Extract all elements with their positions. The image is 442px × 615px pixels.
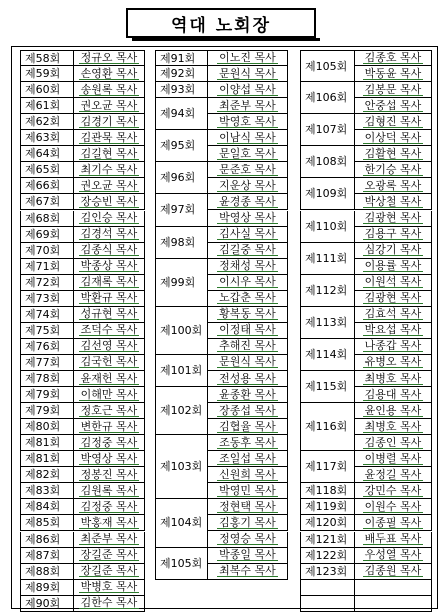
term-label: 제113회 bbox=[300, 307, 355, 339]
table-column-1 bbox=[12, 47, 153, 608]
president-name-text: 김광현 목사 bbox=[364, 291, 422, 305]
president-name bbox=[355, 483, 432, 499]
president-name bbox=[355, 596, 432, 612]
president-name bbox=[74, 371, 145, 387]
term-label: 제101회 bbox=[155, 355, 208, 387]
president-name bbox=[208, 307, 288, 323]
president-name bbox=[74, 403, 145, 419]
president-name-text: 나종갑 목사 bbox=[364, 339, 422, 353]
president-name bbox=[74, 178, 145, 194]
president-name-text: 안중섭 목사 bbox=[364, 98, 422, 112]
term-label bbox=[300, 580, 355, 596]
president-name-text: 김사실 목사 bbox=[219, 227, 276, 241]
president-name bbox=[355, 564, 432, 580]
president-name-text: 김형진 목사 bbox=[364, 114, 422, 128]
term-label: 제66회 bbox=[20, 178, 74, 194]
president-name-text: 우성열 목사 bbox=[364, 548, 422, 562]
term-label: 제99회 bbox=[155, 259, 208, 307]
term-label: 제88회 bbox=[20, 564, 74, 580]
president-name-text: 장길준 목사 bbox=[80, 548, 138, 562]
president-name bbox=[74, 194, 145, 210]
president-name bbox=[355, 467, 432, 483]
president-name-text: 이정태 목사 bbox=[219, 323, 276, 337]
president-name bbox=[208, 435, 288, 451]
president-name bbox=[355, 243, 432, 259]
term-label: 제116회 bbox=[300, 403, 355, 451]
term-label: 제69회 bbox=[20, 227, 74, 243]
president-name bbox=[74, 580, 145, 596]
president-name-text: 박병호 목사 bbox=[80, 580, 138, 594]
term-label: 제89회 bbox=[20, 580, 74, 596]
president-name bbox=[355, 146, 432, 162]
term-label bbox=[300, 596, 355, 612]
term-label: 제70회 bbox=[20, 243, 74, 259]
president-name bbox=[208, 419, 288, 435]
president-name bbox=[355, 339, 432, 355]
president-name bbox=[74, 130, 145, 146]
president-name-text: 최준부 목사 bbox=[80, 532, 138, 546]
president-name-text: 최병호 목사 bbox=[364, 371, 422, 385]
president-name-text: 전성용 목사 bbox=[219, 371, 276, 385]
president-name bbox=[74, 515, 145, 531]
president-name-text: 노갑춘 목사 bbox=[219, 291, 276, 305]
president-name-text: 최준부 목사 bbox=[219, 98, 276, 112]
president-name bbox=[208, 98, 288, 114]
term-label: 제114회 bbox=[300, 339, 355, 371]
president-name-text: 심강기 목사 bbox=[364, 243, 422, 257]
president-name-text: 이남식 목사 bbox=[219, 130, 276, 144]
president-name bbox=[208, 146, 288, 162]
president-name-text: 지운상 목사 bbox=[219, 178, 276, 192]
president-name bbox=[355, 323, 432, 339]
president-name bbox=[208, 259, 288, 275]
president-name-text: 한기승 목사 bbox=[364, 162, 422, 176]
president-name bbox=[355, 227, 432, 243]
president-name-text: 이병렬 목사 bbox=[364, 451, 422, 465]
president-name-text: 권오균 목사 bbox=[80, 98, 138, 112]
president-name-text: 박영상 목사 bbox=[80, 451, 138, 465]
president-name-text: 박영민 목사 bbox=[219, 483, 276, 497]
president-name bbox=[208, 243, 288, 259]
president-name bbox=[208, 483, 288, 499]
president-name bbox=[74, 243, 145, 259]
term-label: 제93회 bbox=[155, 82, 208, 98]
term-label: 제68회 bbox=[20, 211, 74, 227]
term-label: 제86회 bbox=[20, 532, 74, 548]
president-name bbox=[74, 259, 145, 275]
president-name-text: 윤종환 목사 bbox=[219, 387, 276, 401]
president-name bbox=[355, 82, 432, 98]
term-label: 제61회 bbox=[20, 98, 74, 114]
president-name bbox=[74, 355, 145, 371]
term-label: 제98회 bbox=[155, 227, 208, 259]
term-label: 제60회 bbox=[20, 82, 74, 98]
president-name-text: 박홍재 목사 bbox=[80, 515, 138, 529]
president-name-text: 정영승 목사 bbox=[219, 532, 276, 546]
term-label: 제105회 bbox=[300, 50, 355, 82]
president-name-text: 배두표 목사 bbox=[364, 532, 422, 546]
president-name bbox=[355, 307, 432, 323]
president-name bbox=[74, 564, 145, 580]
term-label: 제110회 bbox=[300, 211, 355, 243]
president-name-text: 조동후 목사 bbox=[219, 435, 276, 449]
president-name-text: 김길중 목사 bbox=[219, 243, 276, 257]
president-name bbox=[208, 114, 288, 130]
president-name bbox=[355, 162, 432, 178]
president-name bbox=[208, 227, 288, 243]
president-name-text: 이시우 목사 bbox=[219, 275, 276, 289]
president-name-text: 추해진 목사 bbox=[219, 339, 276, 353]
table-column-2 bbox=[153, 47, 296, 608]
president-name bbox=[355, 98, 432, 114]
president-name-text: 윤인용 목사 bbox=[364, 403, 422, 417]
president-name-text: 김종호 목사 bbox=[364, 51, 422, 65]
term-label: 제76회 bbox=[20, 339, 74, 355]
president-name bbox=[74, 323, 145, 339]
president-name-text: 강민수 목사 bbox=[364, 483, 422, 497]
president-name-text: 조덕수 목사 bbox=[80, 323, 138, 337]
president-name-text: 김관묵 목사 bbox=[80, 130, 138, 144]
president-name-text: 김선영 목사 bbox=[80, 339, 138, 353]
term-label: 제77회 bbox=[20, 355, 74, 371]
term-label: 제75회 bbox=[20, 323, 74, 339]
term-label: 제96회 bbox=[155, 162, 208, 194]
president-name-text: 문원식 목사 bbox=[219, 66, 276, 80]
president-name-text: 박종일 목사 bbox=[219, 548, 276, 562]
table-column-3 bbox=[296, 47, 438, 608]
president-name bbox=[208, 355, 288, 371]
term-label: 제81회 bbox=[20, 435, 74, 451]
president-name bbox=[74, 98, 145, 114]
term-label: 제104회 bbox=[155, 499, 208, 547]
president-name bbox=[355, 355, 432, 371]
term-label: 제79회 bbox=[20, 403, 74, 419]
term-label: 제109회 bbox=[300, 178, 355, 210]
president-name bbox=[355, 387, 432, 403]
president-name bbox=[208, 178, 288, 194]
president-name-text: 장종섭 목사 bbox=[219, 403, 276, 417]
president-name bbox=[74, 66, 145, 82]
president-name bbox=[208, 532, 288, 548]
term-label: 제87회 bbox=[20, 548, 74, 564]
president-name bbox=[208, 130, 288, 146]
president-name bbox=[74, 211, 145, 227]
president-name bbox=[74, 114, 145, 130]
president-name-text: 문준호 목사 bbox=[219, 162, 276, 176]
president-name bbox=[355, 178, 432, 194]
president-name bbox=[74, 307, 145, 323]
term-label: 제58회 bbox=[20, 50, 74, 66]
president-name-text: 윤경종 목사 bbox=[219, 194, 276, 208]
president-name-text: 박영상 목사 bbox=[219, 211, 276, 225]
president-name bbox=[208, 194, 288, 210]
president-name bbox=[74, 483, 145, 499]
president-name bbox=[74, 435, 145, 451]
president-name-text: 정봉진 목사 bbox=[80, 467, 138, 481]
president-name bbox=[74, 227, 145, 243]
president-name-text: 장승빈 목사 bbox=[80, 194, 138, 208]
president-name bbox=[208, 211, 288, 227]
term-label: 제80회 bbox=[20, 419, 74, 435]
president-name-text: 송원록 목사 bbox=[80, 82, 138, 96]
president-name-text: 신원희 목사 bbox=[219, 467, 276, 481]
president-name-text: 김광현 목사 bbox=[364, 211, 422, 225]
president-name bbox=[74, 387, 145, 403]
president-name-text: 김길현 목사 bbox=[80, 146, 138, 160]
president-name bbox=[355, 451, 432, 467]
president-name bbox=[74, 467, 145, 483]
president-name-text: 이원석 목사 bbox=[364, 275, 422, 289]
president-name bbox=[355, 275, 432, 291]
president-name-text: 김봉문 목사 bbox=[364, 82, 422, 96]
president-name bbox=[208, 82, 288, 98]
president-name-text: 이종필 목사 bbox=[364, 515, 422, 529]
term-label: 제65회 bbox=[20, 162, 74, 178]
president-name-text: 박환규 목사 bbox=[80, 291, 138, 305]
president-name bbox=[355, 419, 432, 435]
president-name-text: 황복동 목사 bbox=[219, 307, 276, 321]
term-label: 제103회 bbox=[155, 435, 208, 499]
president-name-text: 조일섭 목사 bbox=[219, 451, 276, 465]
president-name-text: 박종상 목사 bbox=[80, 259, 138, 273]
president-name bbox=[355, 515, 432, 531]
president-name-text: 오광록 목사 bbox=[364, 178, 422, 192]
president-name bbox=[74, 499, 145, 515]
president-name bbox=[208, 291, 288, 307]
term-label: 제73회 bbox=[20, 291, 74, 307]
term-label: 제106회 bbox=[300, 82, 355, 114]
president-name bbox=[74, 82, 145, 98]
president-name-text: 변한규 목사 bbox=[80, 419, 138, 433]
president-name-text: 최복수 목사 bbox=[219, 564, 276, 578]
president-name bbox=[74, 275, 145, 291]
term-label: 제94회 bbox=[155, 98, 208, 130]
president-name-text: 김홍기 목사 bbox=[219, 515, 276, 529]
president-name bbox=[355, 194, 432, 210]
president-name bbox=[74, 162, 145, 178]
president-name bbox=[208, 323, 288, 339]
term-label: 제107회 bbox=[300, 114, 355, 146]
president-name-text: 김종식 목사 bbox=[80, 243, 138, 257]
president-name-text: 정채성 목사 bbox=[219, 259, 276, 273]
president-name-text: 이양섭 목사 bbox=[219, 82, 276, 96]
president-name bbox=[208, 515, 288, 531]
term-label: 제122회 bbox=[300, 548, 355, 564]
term-label: 제72회 bbox=[20, 275, 74, 291]
president-name bbox=[355, 548, 432, 564]
president-name bbox=[355, 114, 432, 130]
president-name bbox=[355, 291, 432, 307]
president-name bbox=[355, 371, 432, 387]
president-name-text: 김효석 목사 bbox=[364, 307, 422, 321]
president-name bbox=[355, 580, 432, 596]
president-name bbox=[208, 564, 288, 580]
president-name bbox=[355, 435, 432, 451]
term-label: 제108회 bbox=[300, 146, 355, 178]
term-label: 제63회 bbox=[20, 130, 74, 146]
term-label: 제97회 bbox=[155, 194, 208, 226]
president-name bbox=[355, 50, 432, 66]
term-label: 제83회 bbox=[20, 483, 74, 499]
president-name bbox=[208, 451, 288, 467]
page-title: 역대 노회장 bbox=[126, 8, 316, 38]
term-label: 제121회 bbox=[300, 532, 355, 548]
president-name-text: 김협율 목사 bbox=[219, 419, 276, 433]
president-name bbox=[74, 548, 145, 564]
president-name-text: 박동윤 목사 bbox=[364, 66, 422, 80]
term-label: 제100회 bbox=[155, 307, 208, 355]
president-name-text: 김종원 목사 bbox=[364, 564, 422, 578]
term-label: 제64회 bbox=[20, 146, 74, 162]
president-name-text: 김재록 목사 bbox=[80, 275, 138, 289]
term-label: 제92회 bbox=[155, 66, 208, 82]
president-name-text: 권오균 목사 bbox=[80, 178, 138, 192]
president-name-text: 장길준 목사 bbox=[80, 564, 138, 578]
president-name bbox=[355, 130, 432, 146]
term-label: 제120회 bbox=[300, 515, 355, 531]
president-name-text: 김한수 목사 bbox=[80, 596, 138, 610]
president-name bbox=[355, 66, 432, 82]
president-name-text: 김정중 목사 bbox=[80, 435, 138, 449]
term-label: 제79회 bbox=[20, 387, 74, 403]
president-name-text: 김경석 목사 bbox=[80, 227, 138, 241]
president-name-text: 박영호 목사 bbox=[219, 114, 276, 128]
president-table bbox=[11, 46, 438, 609]
president-name bbox=[208, 275, 288, 291]
president-name-text: 윤재헌 목사 bbox=[80, 371, 138, 385]
president-name-text: 최기수 목사 bbox=[80, 162, 138, 176]
president-name bbox=[208, 499, 288, 515]
president-name bbox=[74, 596, 145, 612]
term-label: 제90회 bbox=[20, 596, 74, 612]
president-name bbox=[74, 146, 145, 162]
president-name bbox=[208, 339, 288, 355]
president-name-text: 이노진 목사 bbox=[219, 51, 276, 65]
president-name-text: 박요섭 목사 bbox=[364, 323, 422, 337]
term-label: 제111회 bbox=[300, 243, 355, 275]
president-name bbox=[355, 259, 432, 275]
term-label: 제82회 bbox=[20, 467, 74, 483]
president-name-text: 이상덕 목사 bbox=[364, 130, 422, 144]
president-name bbox=[208, 467, 288, 483]
president-name bbox=[208, 548, 288, 564]
term-label: 제78회 bbox=[20, 371, 74, 387]
president-name-text: 김경기 목사 bbox=[80, 114, 138, 128]
president-name-text: 정현택 목사 bbox=[219, 499, 276, 513]
term-label: 제71회 bbox=[20, 259, 74, 275]
president-name bbox=[208, 371, 288, 387]
president-name-text: 유병오 목사 bbox=[364, 355, 422, 369]
president-name-text: 문일호 목사 bbox=[219, 146, 276, 160]
president-name-text: 이용률 목사 bbox=[364, 259, 422, 273]
president-name bbox=[74, 532, 145, 548]
president-name-text: 김원록 목사 bbox=[80, 483, 138, 497]
president-name-text: 김용대 목사 bbox=[364, 387, 422, 401]
president-name bbox=[208, 66, 288, 82]
term-label: 제95회 bbox=[155, 130, 208, 162]
term-label: 제84회 bbox=[20, 499, 74, 515]
president-name bbox=[74, 339, 145, 355]
term-label: 제102회 bbox=[155, 387, 208, 435]
president-name-text: 최병호 목사 bbox=[364, 419, 422, 433]
president-name bbox=[74, 50, 145, 66]
term-label: 제117회 bbox=[300, 451, 355, 483]
president-name-text: 손영환 목사 bbox=[80, 66, 138, 80]
president-name-text: 김용구 목사 bbox=[364, 227, 422, 241]
president-name-text: 김종인 목사 bbox=[364, 435, 422, 449]
president-name-text: 성규현 목사 bbox=[80, 307, 138, 321]
term-label: 제62회 bbox=[20, 114, 74, 130]
president-name bbox=[208, 387, 288, 403]
president-name-text: 김정중 목사 bbox=[80, 499, 138, 513]
term-label: 제119회 bbox=[300, 499, 355, 515]
president-name bbox=[208, 403, 288, 419]
term-label: 제115회 bbox=[300, 371, 355, 403]
president-name bbox=[355, 211, 432, 227]
president-name bbox=[355, 532, 432, 548]
term-label: 제81회 bbox=[20, 451, 74, 467]
president-name-text: 윤정길 목사 bbox=[364, 467, 422, 481]
president-name bbox=[355, 403, 432, 419]
term-label: 제67회 bbox=[20, 194, 74, 210]
president-name-text: 김활현 목사 bbox=[364, 146, 422, 160]
term-label: 제123회 bbox=[300, 564, 355, 580]
president-name-text: 이원수 목사 bbox=[364, 499, 422, 513]
president-name-text: 정호근 목사 bbox=[80, 403, 138, 417]
president-name-text: 박상철 목사 bbox=[364, 194, 422, 208]
president-name-text: 이해만 목사 bbox=[80, 387, 138, 401]
term-label: 제74회 bbox=[20, 307, 74, 323]
president-name bbox=[208, 50, 288, 66]
term-label: 제59회 bbox=[20, 66, 74, 82]
president-name bbox=[208, 162, 288, 178]
president-name-text: 김국헌 목사 bbox=[80, 355, 138, 369]
term-label: 제85회 bbox=[20, 515, 74, 531]
president-name-text: 정규오 목사 bbox=[80, 51, 138, 65]
president-name bbox=[74, 451, 145, 467]
president-name bbox=[74, 419, 145, 435]
president-name-text: 문원식 목사 bbox=[219, 355, 276, 369]
term-label: 제91회 bbox=[155, 50, 208, 66]
president-name-text: 김인승 목사 bbox=[80, 211, 138, 225]
term-label: 제105회 bbox=[155, 548, 208, 580]
term-label: 제112회 bbox=[300, 275, 355, 307]
president-name bbox=[74, 291, 145, 307]
president-name bbox=[355, 499, 432, 515]
term-label: 제118회 bbox=[300, 483, 355, 499]
